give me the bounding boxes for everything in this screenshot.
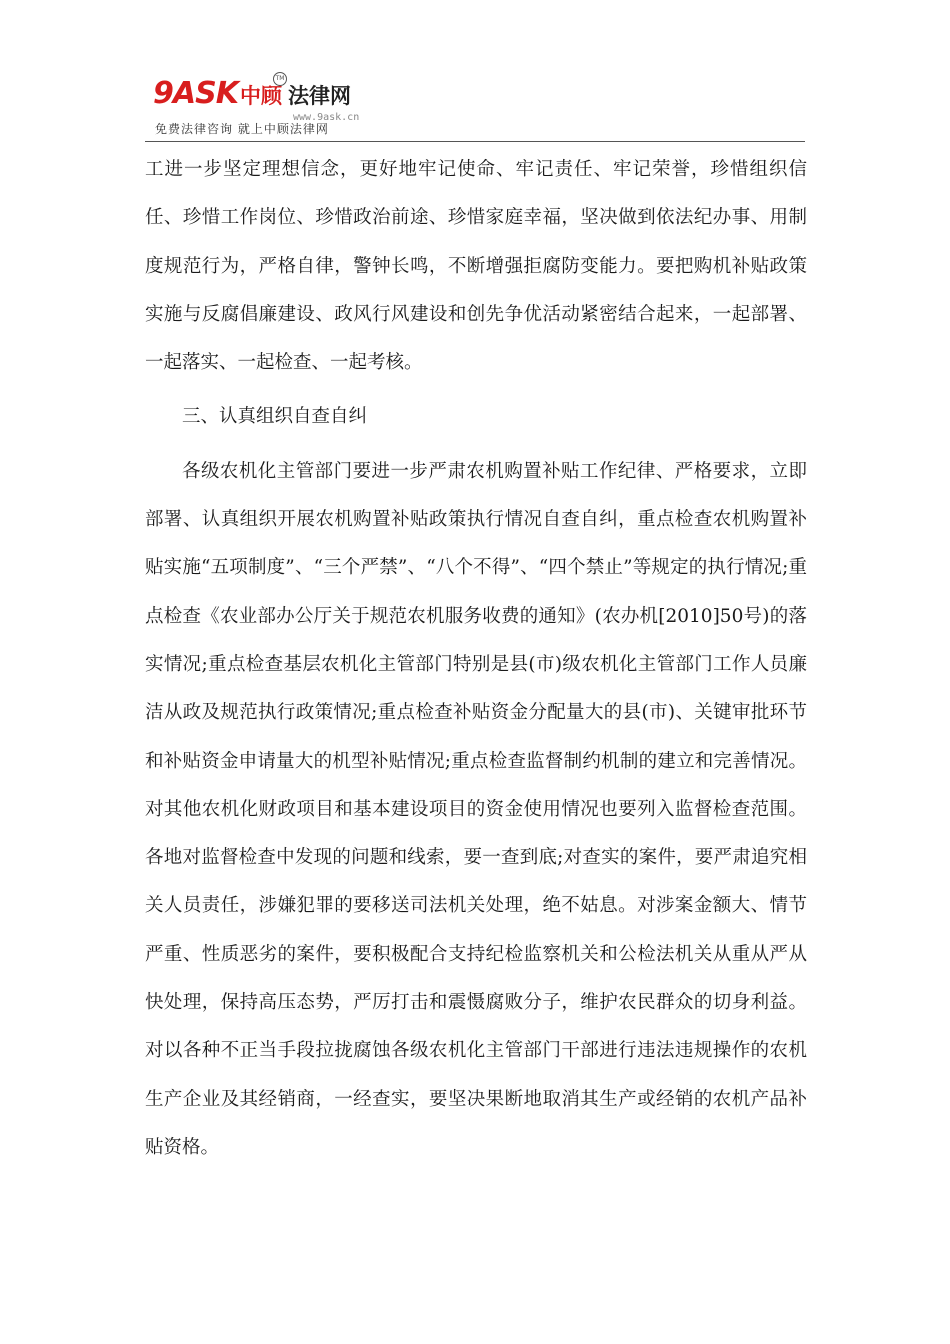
logo-mark: 9ASK [153,76,238,111]
paragraph-continued: 工进一步坚定理想信念，更好地牢记使命、牢记责任、牢记荣誉，珍惜组织信任、珍惜工作岗位、珍惜政治前途、珍惜家庭幸福，坚决做到依法纪办事、用制度规范行为，严格自律，警钟长鸣，不断增强拒腐防变能力。要把购机补贴政策实施与反腐倡廉建设、政风行风建设和创先争优活动紧密结合起来，一起部署、一起落实、一起检查、一起考核。 [145,159,807,374]
logo-url: www.9ask.cn [293,112,360,123]
section-heading: 三、认真组织自查自纠 [182,406,368,428]
logo-name: 中顾 [239,84,282,108]
site-logo[interactable] [153,76,351,116]
document-body [145,146,807,1172]
registered-mark-icon: TM [273,72,287,86]
logo-name-2: 法律网 [287,84,351,108]
site-header [145,68,805,142]
header-divider [145,141,805,142]
logo-tagline: 免费法律咨询 就上中顾法律网 [155,122,329,136]
paragraph: 各级农机化主管部门要进一步严肃农机购置补贴工作纪律、严格要求，立即部署、认真组织开展农机购置补贴政策执行情况自查自纠，重点检查农机购置补贴实施“五项制度”、“三个严禁”、“八个不得”、“四个禁止”等规定的执行情况;重点检查《农业部办公厅关于规范农机服务收费的通知》(农办机[2010]50号)的落实情况;重点检查基层农机化主管部门特别是县(市)级农机化主管部门工作人员廉洁从政及规范执行政策情况;重点检查补贴资金分配量大的县(市)、关键审批环节和补贴资金申请量大的机型补贴情况;重点检查监督制约机制的建立和完善情况。对其他农机化财政项目和基本建设项目的资金使用情况也要列入监督检查范围。各地对监督检查中发现的问题和线索，要一查到底;对查实的案件，要严肃追究相关人员责任，涉嫌犯罪的要移送司法机关处理，绝不姑息。对涉案金额大、情节严重、性质恶劣的案件，要积极配合支持纪检监察机关和公检法机关从重从严从快处理，保持高压态势，严厉打击和震慑腐败分子，维护农民群众的切身利益。对以各种不正当手段拉拢腐蚀各级农机化主管部门干部进行违法违规操作的农机生产企业及其经销商，一经查实，要坚决果断地取消其生产或经销的农机产品补贴资格。 [145,460,807,1158]
